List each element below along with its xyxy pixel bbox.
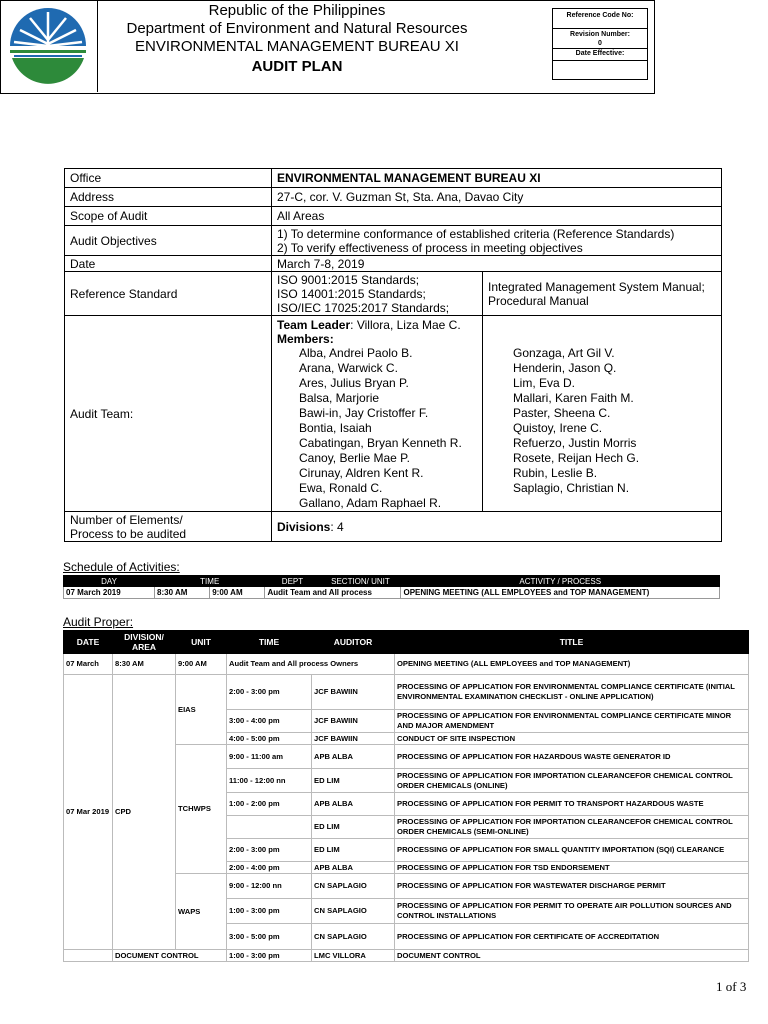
team-member: Cirunay, Aldren Kent R. (299, 466, 424, 480)
divisions-label: Divisions (277, 519, 331, 534)
document-header (0, 0, 655, 94)
row-title: PROCESSING OF APPLICATION FOR WASTEWATER DISCHARGE PERMIT (395, 874, 749, 899)
standard-3: ISO/IEC 17025:2017 Standards; (277, 300, 450, 315)
header-department: Department of Environment and Natural Resources (126, 20, 468, 37)
doc-control-auditor: LMC VILLORA (312, 950, 395, 962)
row-time: 1:00 - 2:00 pm (227, 793, 312, 816)
sched-col-dept: DEPT (265, 576, 320, 587)
team-member: Ares, Julius Bryan P. (299, 376, 409, 390)
row-title: PROCESSING OF APPLICATION FOR PERMIT TO OPERATE AIR POLLUTION SOURCES AND CONTROL INSTALLATIONS (395, 899, 749, 924)
row-title: PROCESSING OF APPLICATION FOR CERTIFICATE OF ACCREDITATION (395, 924, 749, 950)
row-time: 9:00 - 11:00 am (227, 745, 312, 769)
row-title: PROCESSING OF APPLICATION FOR IMPORTATION CLEARANCEFOR CHEMICAL CONTROL ORDER CHEMICALS (ONLINE) (395, 769, 749, 793)
denr-logo (0, 0, 98, 92)
unit-eias: EIAS (176, 675, 227, 745)
objectives-label: Audit Objectives (65, 226, 272, 256)
row-title: PROCESSING OF APPLICATION FOR HAZARDOUS WASTE GENERATOR ID (395, 745, 749, 769)
team-leader-value: : Villora, Liza Mae C. (350, 318, 461, 332)
row-title: PROCESSING OF APPLICATION FOR IMPORTATION CLEARANCEFOR CHEMICAL CONTROL ORDER CHEMICALS (SEMI-ONLINE) (395, 816, 749, 839)
team-member: Rosete, Reijan Hech G. (513, 451, 640, 465)
row-title: PROCESSING OF APPLICATION FOR ENVIRONMENTAL COMPLIANCE CERTIFICATE MINOR AND MAJOR AMENDMENT (395, 710, 749, 733)
table-row (64, 950, 749, 962)
audit-info-table (64, 168, 722, 542)
page-number: 1 of 3 (716, 979, 747, 994)
team-label: Audit Team: (65, 316, 272, 512)
team-member: Mallari, Karen Faith M. (513, 391, 634, 405)
row-auditor: APB ALBA (312, 745, 395, 769)
row-auditor: JCF BAWIIN (312, 733, 395, 745)
opening-unit: 9:00 AM (176, 654, 227, 675)
proper-date: 07 Mar 2019 (64, 675, 113, 950)
members-label: Members: (277, 332, 334, 346)
revision-label: Revision Number: (570, 31, 630, 38)
team-member: Canoy, Berlie Mae P. (299, 451, 410, 465)
row-title: PROCESSING OF APPLICATION FOR ENVIRONMENTAL COMPLIANCE CERTIFICATE (INITIAL ENVIRONMENTAL EXAMINATION CHECKLIST - ONLINE APPLICATION) (395, 675, 749, 710)
team-member: Balsa, Marjorie (299, 391, 380, 405)
col-date: DATE (64, 631, 113, 654)
row-auditor: ED LIM (312, 816, 395, 839)
row-auditor: CN SAPLAGIO (312, 899, 395, 924)
table-row (64, 587, 720, 599)
row-auditor: APB ALBA (312, 793, 395, 816)
row-time: 2:00 - 3:00 pm (227, 675, 312, 710)
row-title: PROCESSING OF APPLICATION FOR TSD ENDORSEMENT (395, 862, 749, 874)
team-member: Saplagio, Christian N. (513, 481, 630, 495)
opening-area: 8:30 AM (113, 654, 176, 675)
objective-1: 1) To determine conformance of established criteria (Reference Standards) (277, 226, 675, 241)
date-value: March 7-8, 2019 (272, 256, 722, 272)
reference-box (552, 8, 648, 80)
sched-activity: OPENING MEETING (ALL EMPLOYEES and TOP MANAGEMENT) (401, 587, 720, 599)
team-member: Bontia, Isaiah (299, 421, 372, 435)
team-member: Rubin, Leslie B. (513, 466, 598, 480)
row-time: 1:00 - 3:00 pm (227, 899, 312, 924)
divisions-value: : 4 (330, 519, 344, 534)
objective-2: 2) To verify effectiveness of process in meeting objectives (277, 240, 583, 255)
sched-time2: 9:00 AM (210, 587, 265, 599)
sched-day: 07 March 2019 (64, 587, 155, 599)
doc-date-empty (64, 950, 113, 962)
row-auditor: CN SAPLAGIO (312, 874, 395, 899)
audit-proper-title: Audit Proper: (63, 615, 134, 629)
doc-control-title: DOCUMENT CONTROL (395, 950, 749, 962)
col-time: TIME (227, 631, 312, 654)
col-unit: UNIT (176, 631, 227, 654)
row-title: PROCESSING OF APPLICATION FOR SMALL QUANTITY IMPORTATION (SQI) CLEARANCE (395, 839, 749, 862)
team-member: Lim, Eva D. (513, 376, 576, 390)
opening-date: 07 March (64, 654, 113, 675)
row-time: 3:00 - 4:00 pm (227, 710, 312, 733)
row-time: 9:00 - 12:00 nn (227, 874, 312, 899)
doc-control-time: 1:00 - 3:00 pm (227, 950, 312, 962)
sched-col-section: SECTION/ UNIT (320, 576, 401, 587)
row-time: 4:00 - 5:00 pm (227, 733, 312, 745)
manual-value: Integrated Management System Manual; Procedural Manual (483, 272, 722, 316)
row-auditor: JCF BAWIIN (312, 675, 395, 710)
proper-division: CPD (113, 675, 176, 950)
doc-control-area: DOCUMENT CONTROL (113, 950, 227, 962)
audit-proper-table (63, 630, 749, 962)
elements-label-1: Number of Elements/ (70, 512, 183, 527)
scope-label: Scope of Audit (65, 207, 272, 226)
team-member: Refuerzo, Justin Morris (513, 436, 637, 450)
row-title: PROCESSING OF APPLICATION FOR PERMIT TO TRANSPORT HAZARDOUS WASTE (395, 793, 749, 816)
office-value: ENVIRONMENTAL MANAGEMENT BUREAU XI (272, 169, 722, 188)
col-auditor: AUDITOR (312, 631, 395, 654)
table-row (64, 675, 749, 710)
team-member: Arana, Warwick C. (299, 361, 398, 375)
team-member: Ewa, Ronald C. (299, 481, 383, 495)
opening-auditor: Audit Team and All process Owners (227, 654, 395, 675)
members-right-list (513, 346, 716, 496)
team-member: Paster, Sheena C. (513, 406, 611, 420)
row-auditor: ED LIM (312, 769, 395, 793)
sched-col-time: TIME (155, 576, 265, 587)
office-label: Office (65, 169, 272, 188)
header-republic: Republic of the Philippines (208, 2, 386, 19)
sched-time1: 8:30 AM (155, 587, 210, 599)
opening-title: OPENING MEETING (ALL EMPLOYEES and TOP MANAGEMENT) (395, 654, 749, 675)
row-auditor: JCF BAWIIN (312, 710, 395, 733)
elements-label-2: Process to be audited (70, 526, 187, 541)
team-member: Bawi-in, Jay Cristoffer F. (299, 406, 429, 420)
row-title: CONDUCT OF SITE INSPECTION (395, 733, 749, 745)
table-row (64, 654, 749, 675)
col-division: DIVISION/ AREA (113, 631, 176, 654)
standard-2: ISO 14001:2015 Standards; (277, 286, 426, 301)
unit-waps: WAPS (176, 874, 227, 950)
row-auditor: CN SAPLAGIO (312, 924, 395, 950)
sched-dept: Audit Team and All process (265, 587, 401, 599)
team-member: Cabatingan, Bryan Kenneth R. (299, 436, 462, 450)
scope-value: All Areas (272, 207, 722, 226)
address-value: 27-C, cor. V. Guzman St, Sta. Ana, Davao City (272, 188, 722, 207)
team-member: Alba, Andrei Paolo B. (299, 346, 413, 360)
row-time (227, 816, 312, 839)
date-effective-label: Date Effective: (553, 49, 647, 61)
unit-tchwps: TCHWPS (176, 745, 227, 874)
schedule-title: Schedule of Activities: (63, 560, 180, 574)
sched-col-activity: ACTIVITY / PROCESS (401, 576, 720, 587)
sched-col-day: DAY (64, 576, 155, 587)
ref-code-label: Reference Code No: (553, 9, 647, 29)
team-member: Gonzaga, Art Gil V. (513, 346, 615, 360)
address-label: Address (65, 188, 272, 207)
col-title: TITLE (395, 631, 749, 654)
page-title: AUDIT PLAN (251, 58, 343, 75)
date-label: Date (65, 256, 272, 272)
team-member: Quistoy, Irene C. (513, 421, 603, 435)
standard-1: ISO 9001:2015 Standards; (277, 272, 420, 287)
row-time: 3:00 - 5:00 pm (227, 924, 312, 950)
schedule-table (63, 575, 720, 599)
members-left-list (277, 346, 477, 511)
team-member: Henderin, Jason Q. (513, 361, 617, 375)
row-time: 2:00 - 3:00 pm (227, 839, 312, 862)
row-auditor: ED LIM (312, 839, 395, 862)
team-leader-label: Team Leader (277, 318, 351, 332)
revision-value: 0 (598, 40, 602, 47)
reference-label: Reference Standard (65, 272, 272, 316)
header-bureau: ENVIRONMENTAL MANAGEMENT BUREAU XI (135, 38, 459, 55)
row-time: 2:00 - 4:00 pm (227, 862, 312, 874)
row-auditor: APB ALBA (312, 862, 395, 874)
row-time: 11:00 - 12:00 nn (227, 769, 312, 793)
team-member: Gallano, Adam Raphael R. (299, 496, 442, 510)
